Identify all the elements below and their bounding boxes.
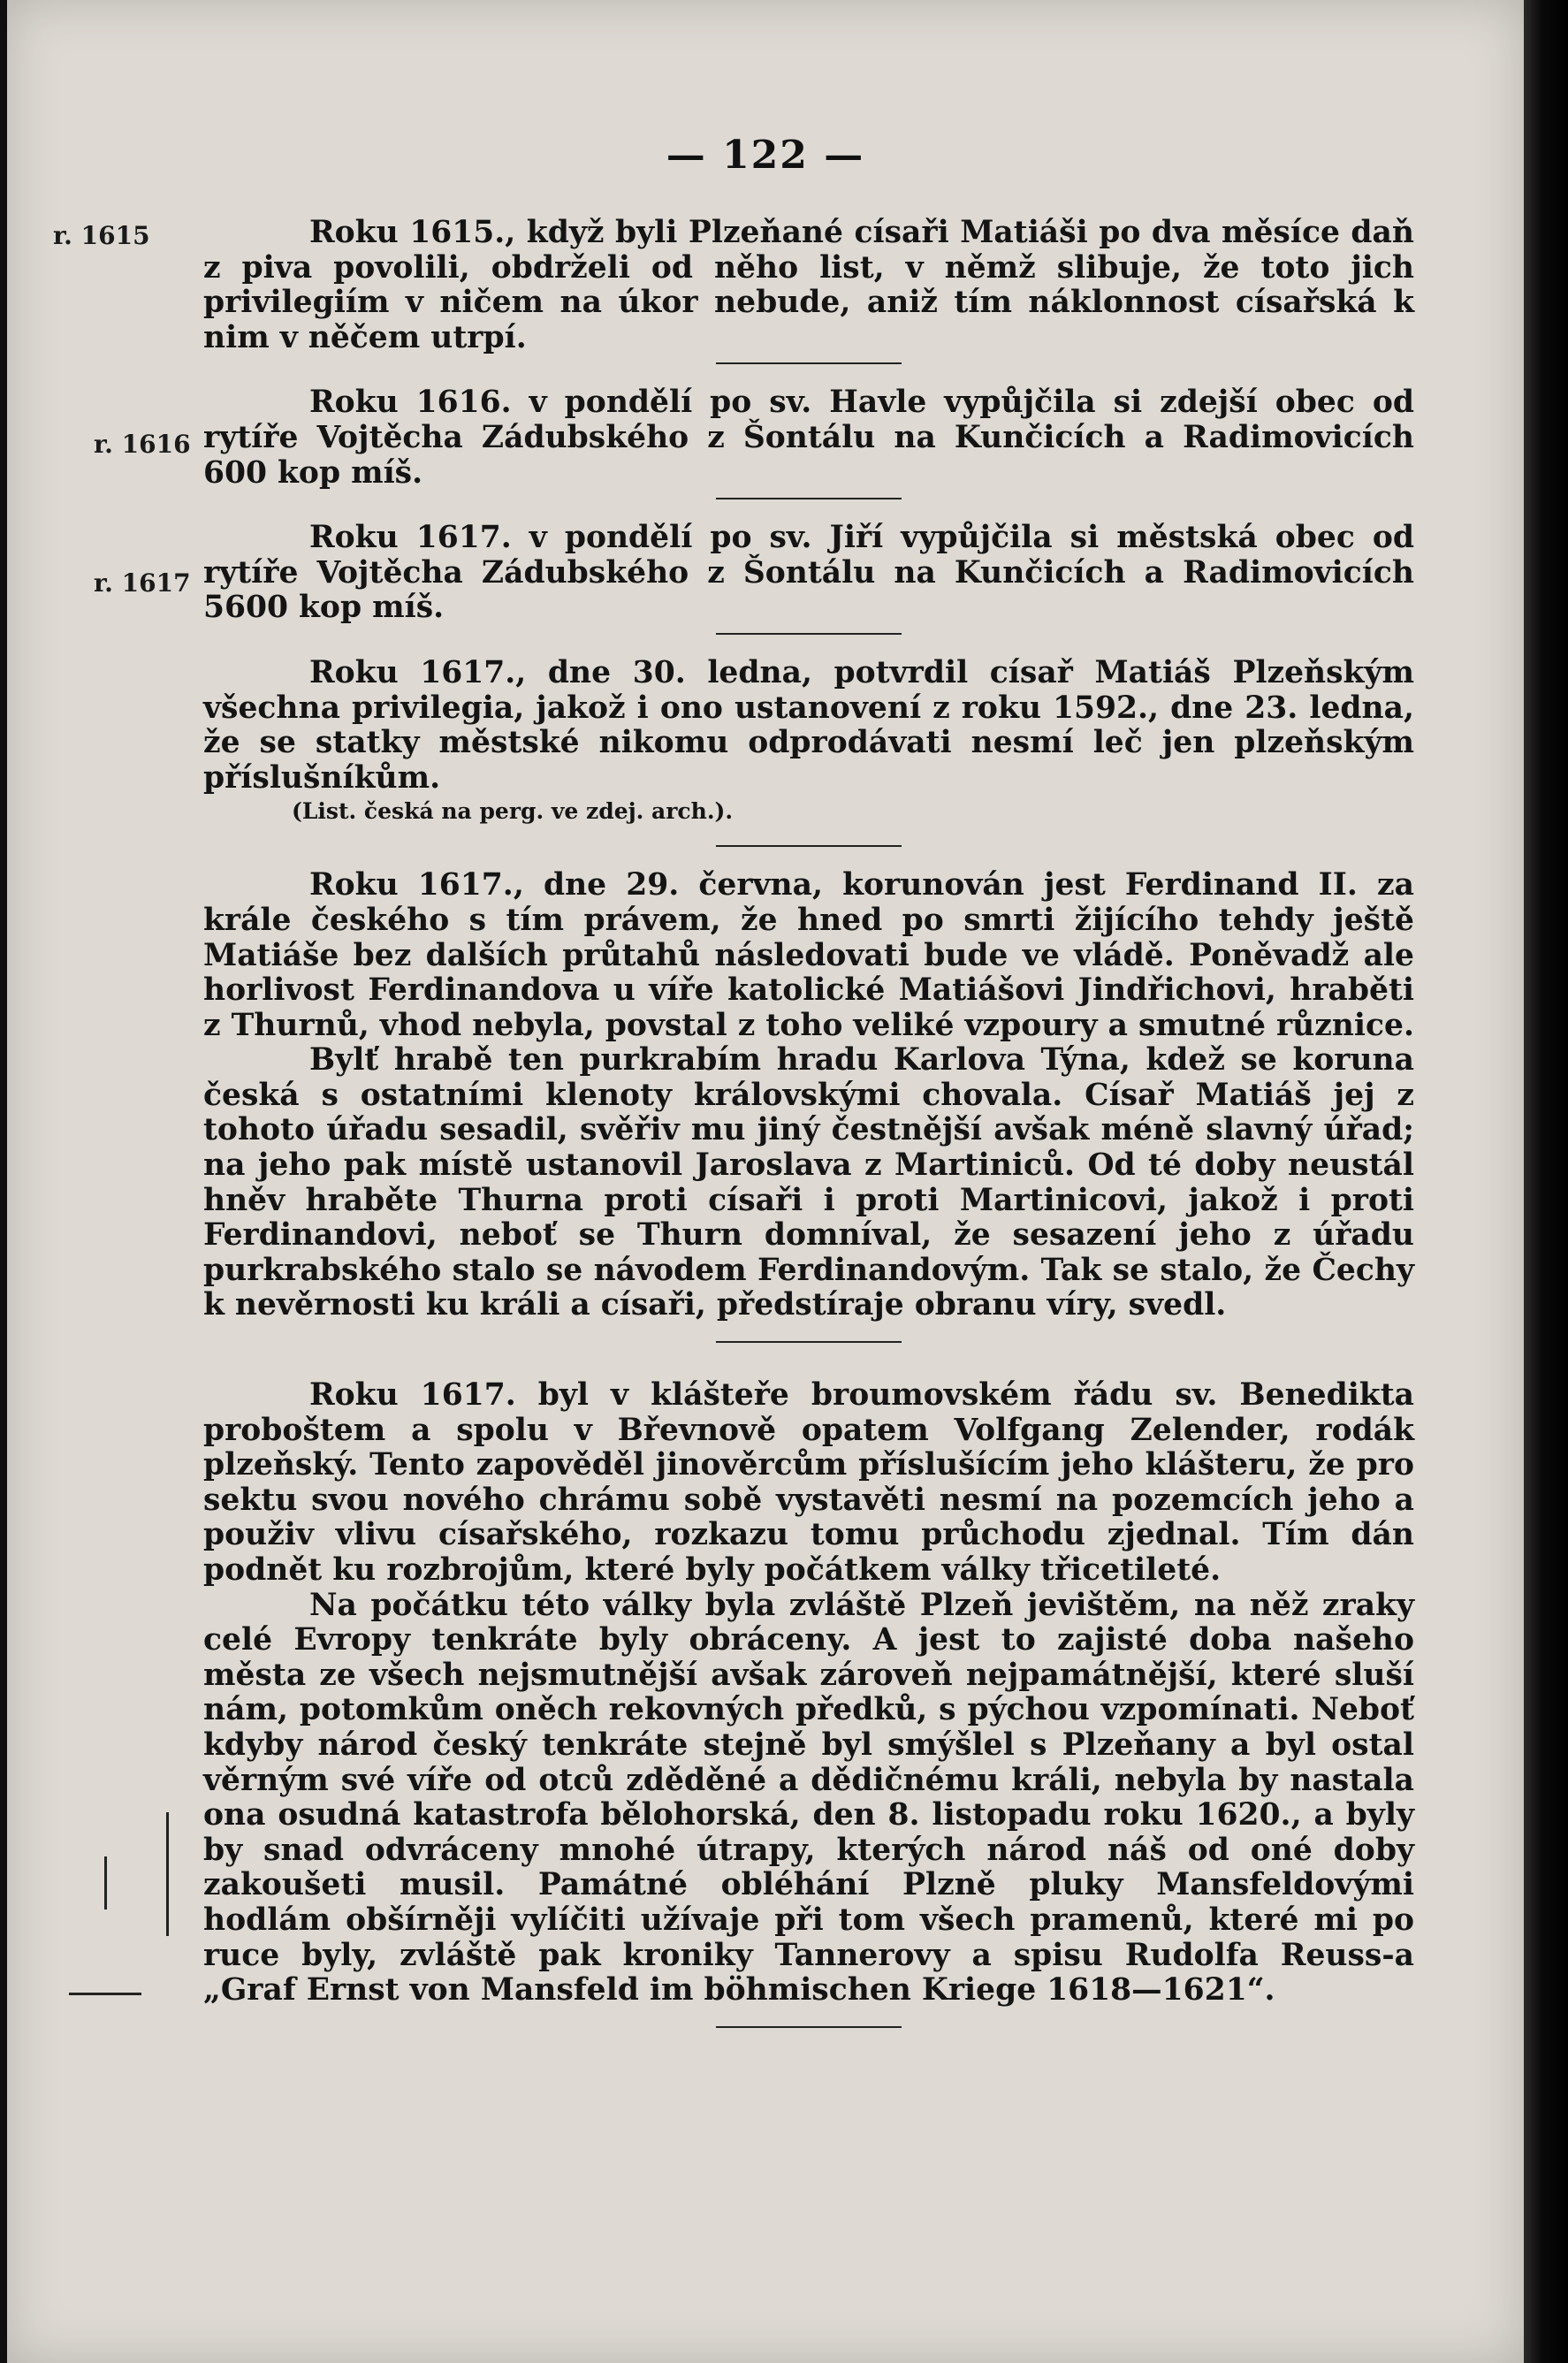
separator-rule bbox=[716, 2026, 902, 2028]
entry-1616: Roku 1616. v pondělí po sv. Havle vypůjčila si zdejší obec od rytíře Vojtěcha Zádubského z Šontálu na Kunčicích a Radimovicích 600 kop míš. bbox=[203, 385, 1414, 491]
entry-1617-privileges: Roku 1617., dne 30. ledna, potvrdil císař Matiáš Plzeňským všechna privilegia, jakož i ono ustanovení z roku 1592., dne 23. ledna, že se statky městské nikomu odprodávati nesmí leč jen plzeňským příslušníkům. bbox=[203, 654, 1414, 796]
scan-border bbox=[1524, 0, 1568, 2363]
page-number: — 122 — bbox=[666, 133, 865, 178]
margin-line-mark bbox=[166, 1812, 169, 1936]
margin-note-1616: r. 1616 bbox=[94, 430, 191, 459]
margin-note-1617: r. 1617 bbox=[94, 568, 191, 598]
entry-1617-broumov: Roku 1617. byl v klášteře broumovském řádu sv. Benedikta proboštem a spolu v Břevnově opatem Volfgang Zelender, rodák plzeňský. Tento zapověděl jinověrcům příslušícím jeho klášteru, že pro sektu svou nového chrámu sobě vystavěti nesmí na pozemcích jeho a použiv vlivu císařského, rozkazu tomu průchodu zjednal. Tím dán podnět ku rozbrojům, které byly počátkem války třicetileté. bbox=[203, 1377, 1414, 1588]
page-body bbox=[203, 216, 1414, 2028]
margin-tick-mark bbox=[104, 1856, 107, 1909]
entry-1617-coronation: Roku 1617., dne 29. června, korunován jest Ferdinand II. za krále českého s tím právem, že hned po smrti žijícího tehdy ještě Matiáše bez dalších průtahů následovati bude ve vládě. Poněvadž ale horlivost Ferdinandova u víře katolické Matiášovi Jindřichovi, hraběti z Thurnů, vhod nebyla, povstal z toho veliké vzpoury a smutné různice. bbox=[203, 867, 1414, 1043]
scanned-page bbox=[7, 0, 1524, 2363]
entry-1615: Roku 1615., když byli Plzeňané císaři Matiáši po dva měsíce daň z piva povolili, obdrželi od něho list, v němž slibuje, že toto jich privilegiím v ničem na úkor nebude, aniž tím náklonnost císařská k nim v něčem utrpí. bbox=[203, 215, 1414, 355]
margin-note-1615: r. 1615 bbox=[53, 221, 150, 250]
entry-war-beginning: Na počátku této války byla zvláště Plzeň jevištěm, na něž zraky celé Evropy tenkráte byly obráceny. A jest to zajisté doba našeho města ze všech nejsmutnější avšak zároveň nejpamátnější, které sluší nám, potomkům oněch rekovných předků, s pýchou vzpomínati. Neboť kdyby národ český tenkráte stejně byl smýšlel s Plzeňany a byl ostal věrným své víře od otců zděděné a dědičnému králi, nebyla by nastala ona osudná katastrofa bělohorská, den 8. listopadu roku 1620., a byly by snad odvráceny mnohé útrapy, kterých národ náš od oné doby zakoušeti musil. Památné obléhání Plzně pluky Mansfeldovými hodlám obšírněji vylíčiti užívaje při tom všech pramenů, které mi po ruce byly, zvláště pak kroniky Tannerovy a spisu Rudolfa Reuss-a „Graf Ernst von Mansfeld im böhmischen Kriege 1618—1621“. bbox=[203, 1587, 1414, 2009]
citation: (List. česká na perg. ve zdej. arch.). bbox=[292, 798, 734, 825]
entry-1617-loan: Roku 1617. v pondělí po sv. Jiří vypůjčila si městská obec od rytíře Vojtěcha Zádubského z Šontálu na Kunčicích a Radimovicích 5600 kop míš. bbox=[203, 520, 1414, 626]
entry-1617-thurn: Bylť hrabě ten purkrabím hradu Karlova Týna, kdež se koruna česká s ostatními klenoty královskými chovala. Císař Matiáš jej z tohoto úřadu sesadil, svěřiv mu jiný čestnější avšak méně slavný úřad; na jeho pak místě ustanovil Jaroslava z Martiniců. Od té doby neustál hněv hraběte Thurna proti císaři i proti Martinicovi, jakož i proti Ferdinandovi, neboť se Thurn domníval, že sesazení jeho z úřadu purkrabského stalo se návodem Ferdinandovým. Tak se stalo, že Čechy k nevěrnosti ku králi a císaři, předstíraje obranu víry, svedl. bbox=[203, 1042, 1414, 1323]
margin-dash-mark bbox=[69, 1993, 141, 1995]
